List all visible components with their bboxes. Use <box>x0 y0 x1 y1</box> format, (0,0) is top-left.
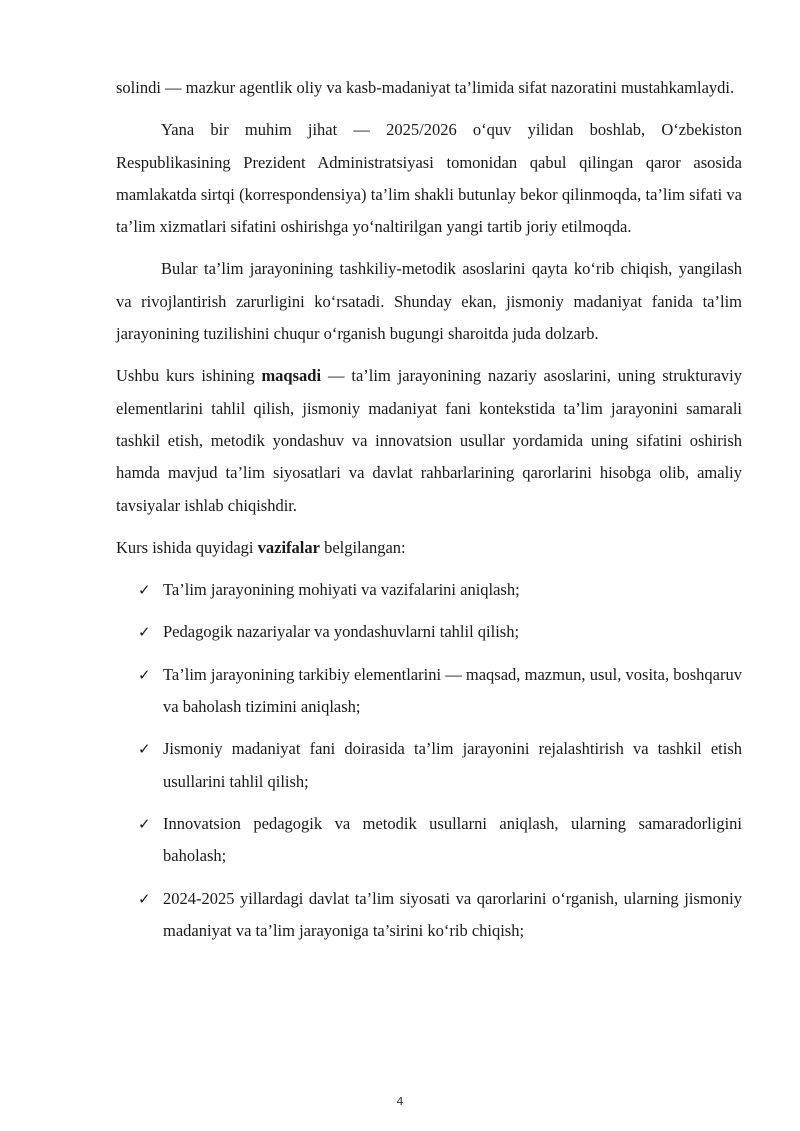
check-icon: ✓ <box>138 623 151 642</box>
check-icon: ✓ <box>138 665 151 684</box>
paragraph-goal <box>116 360 742 521</box>
goal-keyword: maqsadi <box>261 366 322 386</box>
list-item <box>116 616 742 648</box>
task-text: 2024-2025 yillardagi davlat ta’lim siyosati va qarorlarini o‘rganish, ularning jismoniy madaniyat va ta’lim jarayoniga ta’sirini ko‘rib chiqish; <box>163 888 742 940</box>
paragraph-continuation: solindi — mazkur agentlik oliy va kasb-madaniyat ta’limida sifat nazoratini mustahkamlaydi. <box>116 78 735 97</box>
list-item <box>116 574 742 606</box>
list-item <box>116 883 742 948</box>
task-text: Innovatsion pedagogik va metodik usullarni aniqlash, ularning samaradorligini baholash; <box>163 813 742 866</box>
document-page <box>116 72 742 957</box>
goal-text: — ta’lim jarayonining nazariy asoslarini, uning strukturaviy elementlarini tahlil qilish, jismoniy madaniyat fani kontekstida ta’lim jarayonini samarali tashkil etish, metodik yondashuv va innovatsion usullar yordamida uning sifatini oshirish hamda mavjud ta’lim siyosatlari va davlat rahbarlarining qarorlarini hisobga olib, amaliy tavsiyalar ishlab chiqishdir. <box>116 366 742 515</box>
list-item <box>116 659 742 724</box>
check-icon: ✓ <box>138 814 151 833</box>
tasks-keyword: vazifalar <box>257 537 320 557</box>
check-icon: ✓ <box>138 740 151 759</box>
page-number: 4 <box>396 1095 404 1108</box>
list-item <box>116 733 742 798</box>
task-text: Ta’lim jarayonining tarkibiy elementlarini — maqsad, mazmun, usul, vosita, boshqaruv va baholash tizimini aniqlash; <box>163 664 742 717</box>
paragraph-relevance: Bular ta’lim jarayonining tashkiliy-metodik asoslarini qayta ko‘rib chiqish, yangilash va rivojlantirish zarurligini ko‘rsatadi. Shunday ekan, jismoniy madaniyat fanida ta’lim jarayonining tuzilishini chuqur o‘rganish bugungi sharoitda juda dolzarb. <box>116 259 742 344</box>
goal-lead: Ushbu kurs ishining <box>116 366 262 386</box>
tasks-intro-lead: Kurs ishida quyidagi <box>116 537 258 557</box>
task-text: Ta’lim jarayonining mohiyati va vazifalarini aniqlash; <box>163 580 520 600</box>
task-text: Pedagogik nazariyalar va yondashuvlarni tahlil qilish; <box>163 622 520 642</box>
paragraph-correspondence: Yana bir muhim jihat — 2025/2026 o‘quv yilidan boshlab, O‘zbekiston Respublikasining Prezident Administratsiyasi tomonidan qabul qilingan qaror asosida mamlakatda sirtqi (korrespondensiya) ta’lim shakli butunlay bekor qilinmoqda, ta’lim sifati va ta’lim xizmatlari sifatini oshirishga yo‘naltirilgan yangi tartib joriy etilmoqda. <box>116 120 742 237</box>
list-item <box>116 808 742 873</box>
task-list <box>116 574 742 947</box>
paragraph-tasks-intro <box>116 532 742 564</box>
check-icon: ✓ <box>138 581 151 600</box>
check-icon: ✓ <box>138 889 151 908</box>
tasks-intro-tail: belgilangan: <box>319 537 406 557</box>
task-text: Jismoniy madaniyat fani doirasida ta’lim jarayonini rejalashtirish va tashkil etish usullarini tahlil qilish; <box>163 739 742 791</box>
